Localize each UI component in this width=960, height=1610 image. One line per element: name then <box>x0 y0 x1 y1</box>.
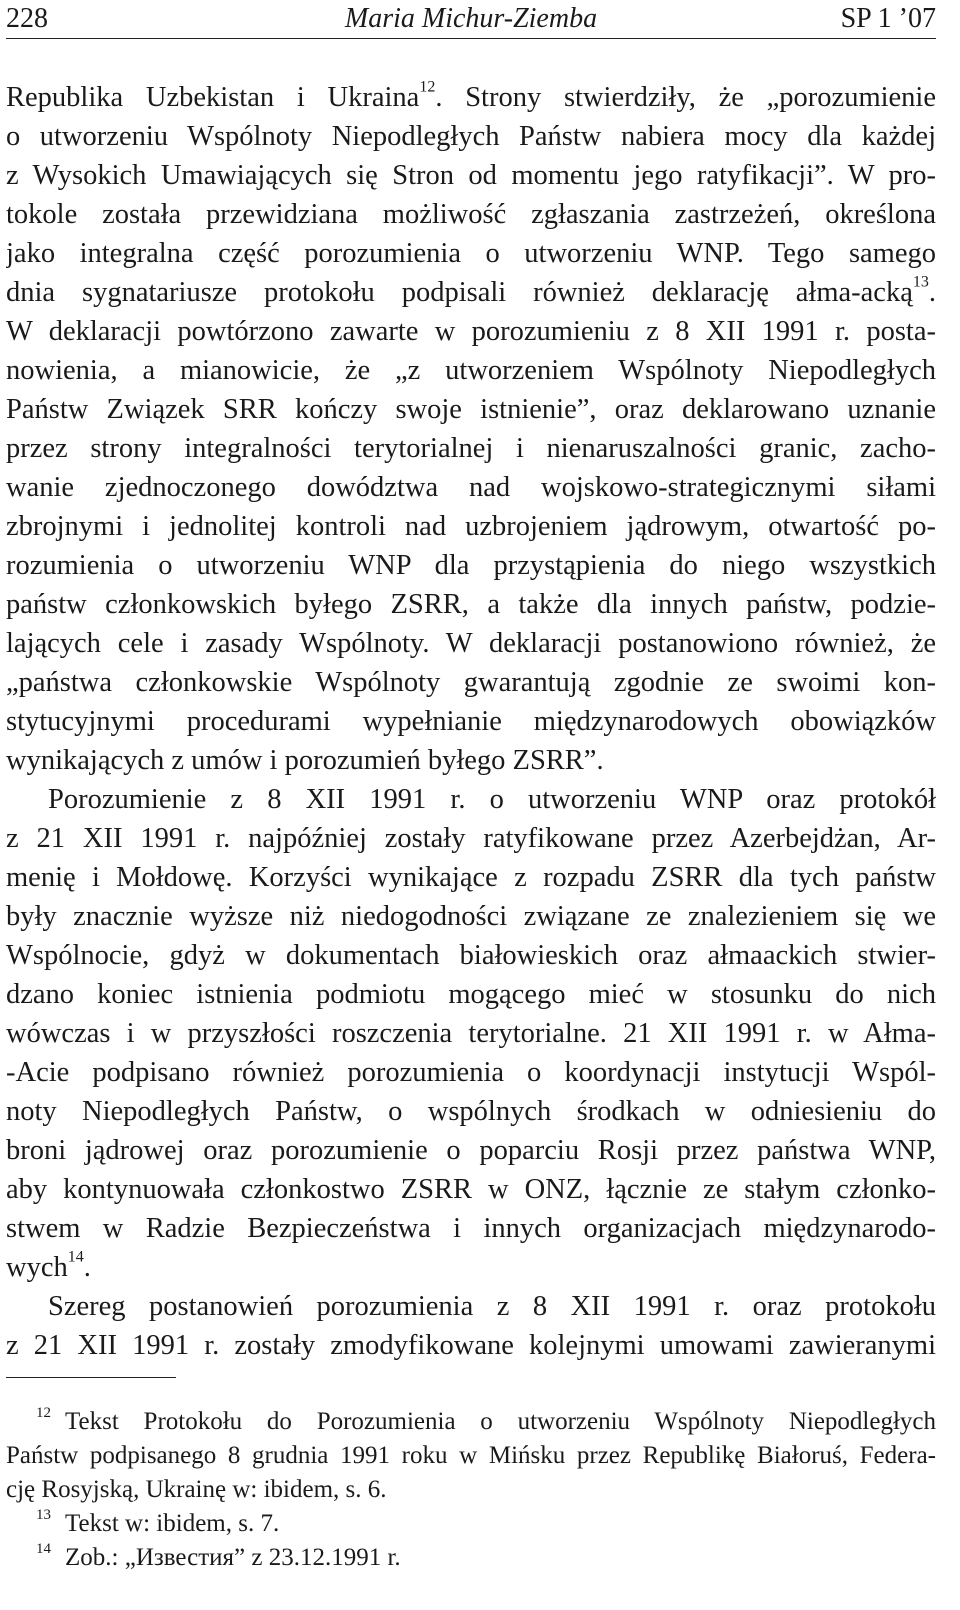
text-line: wynikających z umów i porozumień byłego ZSRR”. <box>6 745 604 776</box>
text-line: stytucyjnymi procedurami wypełnianie międzynarodowych obowiązków <box>6 706 936 737</box>
footnote-reference[interactable]: 12 <box>419 78 436 96</box>
text-line <box>6 1248 936 1287</box>
footnote-reference[interactable]: 14 <box>67 1248 84 1266</box>
text-line: stwem w Radzie Bezpieczeństwa i innych organizacjach międzynarodo- <box>6 1213 936 1244</box>
text-line: Porozumienie z 8 XII 1991 r. o utworzeniu WNP oraz protokół <box>48 784 936 815</box>
text-line: były znacznie wyższe niż niedogodności związane ze znalezieniem się we <box>6 901 936 932</box>
text-line <box>6 78 936 117</box>
footnote-text: cję Rosyjską, Ukrainę w: ibidem, s. 6. <box>6 1476 387 1503</box>
text-line <box>6 273 936 312</box>
text-line: z Wysokich Umawiających się Stron od momentu jego ratyfikacji”. W pro- <box>6 160 936 191</box>
text-line: Wspólnocie, gdyż w dokumentach białowieskich oraz ałmaackich stwier- <box>6 940 936 971</box>
body-text <box>6 78 936 1365</box>
text-line: z 21 XII 1991 r. najpóźniej zostały ratyfikowane przez Azerbejdżan, Ar- <box>6 823 936 854</box>
text-line: -Acie podpisano również porozumienia o koordynacji instytucji Wspól- <box>6 1057 936 1088</box>
text-line: Państw Związek SRR kończy swoje istnienie”, oraz deklarowano uznanie <box>6 394 936 425</box>
text-line: „państwa członkowskie Wspólnoty gwarantują zgodnie ze swoimi kon- <box>6 667 936 698</box>
text-line: W deklaracji powtórzono zawarte w porozumieniu z 8 XII 1991 r. posta- <box>6 316 936 347</box>
page-number: 228 <box>6 3 48 34</box>
text-line: jako integralna część porozumienia o utworzeniu WNP. Tego samego <box>6 238 936 269</box>
text-segment: . <box>83 1252 91 1283</box>
text-line: zbrojnymi i jednolitej kontroli nad uzbrojeniem jądrowym, otwartość po- <box>6 511 936 542</box>
footnotes <box>6 1405 936 1575</box>
text-segment: . <box>928 277 936 308</box>
text-line: wówczas i w przyszłości roszczenia terytorialne. 21 XII 1991 r. w Ałma- <box>6 1018 936 1049</box>
footnote-line <box>6 1405 936 1439</box>
footnote-number: 12 <box>36 1405 51 1421</box>
footnote-number: 14 <box>36 1541 51 1557</box>
text-segment: wych <box>6 1252 68 1283</box>
text-line: z 21 XII 1991 r. zostały zmodyfikowane kolejnymi umowami zawieranymi <box>6 1330 936 1361</box>
text-line: noty Niepodległych Państw, o wspólnych środkach w odniesieniu do <box>6 1096 936 1127</box>
journal-issue: SP 1 ’07 <box>840 3 936 34</box>
text-line: rozumienia o utworzeniu WNP dla przystąpienia do niego wszystkich <box>6 550 936 581</box>
text-line: nowienia, a mianowicie, że „z utworzeniem Wspólnoty Niepodległych <box>6 355 936 386</box>
text-segment: . Strony stwierdziły, że „porozumienie <box>435 82 936 113</box>
text-line: menię i Mołdowę. Korzyści wynikające z rozpadu ZSRR dla tych państw <box>6 862 936 893</box>
footnote-text: Zob.: „Известия” z 23.12.1991 r. <box>65 1544 401 1571</box>
text-line: aby kontynuowała członkostwo ZSRR w ONZ, łącznie ze stałym członko- <box>6 1174 936 1205</box>
text-line: dzano koniec istnienia podmiotu mogącego mieć w stosunku do nich <box>6 979 936 1010</box>
text-line: o utworzeniu Wspólnoty Niepodległych Państw nabiera mocy dla każdej <box>6 121 936 152</box>
footnote-line <box>6 1473 936 1507</box>
text-line: broni jądrowej oraz porozumienie o poparciu Rosji przez państwa WNP, <box>6 1135 936 1166</box>
text-line: Szereg postanowień porozumienia z 8 XII 1991 r. oraz protokołu <box>48 1291 936 1322</box>
text-line: wanie zjednoczonego dowództwa nad wojskowo-strategicznymi siłami <box>6 472 936 503</box>
footnote-line <box>6 1439 936 1473</box>
footnote-separator <box>6 1377 176 1378</box>
text-segment: dnia sygnatariusze protokołu podpisali również deklarację ałma-acką <box>6 277 913 308</box>
footnote-text: Tekst Protokołu do Porozumienia o utworzeniu Wspólnoty Niepodległych <box>65 1408 936 1435</box>
text-segment: Republika Uzbekistan i Ukraina <box>6 82 420 113</box>
document-page <box>6 0 936 1571</box>
text-line: przez strony integralności terytorialnej i nienaruszalności granic, zacho- <box>6 433 936 464</box>
footnote-reference[interactable]: 13 <box>912 273 929 291</box>
footnote-text: Tekst w: ibidem, s. 7. <box>65 1510 280 1537</box>
footnote-line <box>6 1541 936 1575</box>
running-header <box>6 0 936 39</box>
text-line: lających cele i zasady Wspólnoty. W deklaracji postanowiono również, że <box>6 628 936 659</box>
text-line: państw członkowskich byłego ZSRR, a także dla innych państw, podzie- <box>6 589 936 620</box>
running-author: Maria Michur-Ziemba <box>344 3 598 34</box>
footnote-text: Państw podpisanego 8 grudnia 1991 roku w Mińsku przez Republikę Białoruś, Federa- <box>6 1442 936 1469</box>
footnote-line <box>6 1507 936 1541</box>
footnote-number: 13 <box>36 1507 51 1523</box>
text-line: tokole została przewidziana możliwość zgłaszania zastrzeżeń, określona <box>6 199 936 230</box>
